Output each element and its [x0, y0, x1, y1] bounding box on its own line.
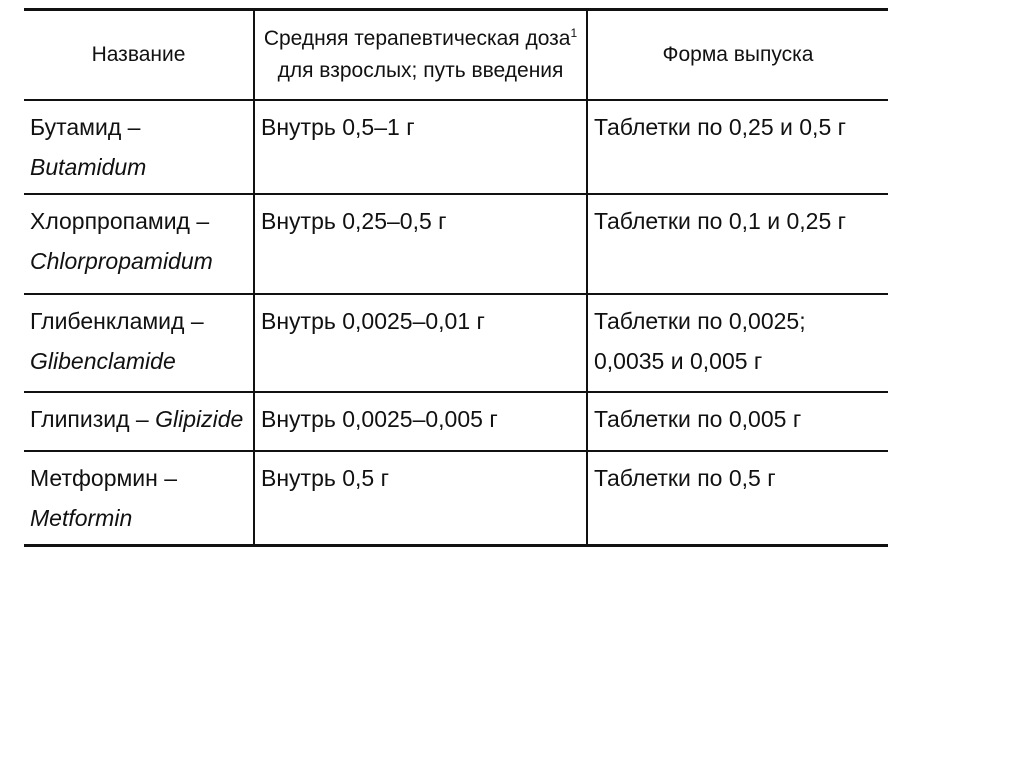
drug-name-cell [24, 100, 254, 194]
table-header [24, 10, 888, 101]
drug-name-latin: Chlorpropamidum [30, 248, 213, 274]
drug-name-cell [24, 451, 254, 546]
dose-value: Внутрь 0,25–0,5 г [261, 208, 447, 234]
form-value: Таблетки по 0,5 г [594, 465, 776, 491]
form-value: Таблетки по 0,1 и 0,25 г [594, 208, 847, 234]
dose-value: Внутрь 0,0025–0,005 г [261, 406, 498, 432]
drug-name-cell [24, 392, 254, 451]
header-dose-label: Средняя терапевтическая доза [263, 27, 571, 50]
table-row [24, 100, 888, 194]
drug-name-ru: Глипизид – [30, 406, 149, 432]
header-dose [254, 10, 587, 101]
drug-name-ru: Хлорпропамид – [30, 208, 210, 234]
header-form [587, 10, 888, 101]
table-row [24, 392, 888, 451]
dose-footnote-marker: 1 [570, 26, 578, 40]
drug-name-ru: Глибенкламид – [30, 308, 204, 334]
drug-name-latin: Metformin [30, 505, 133, 531]
header-dose-label-line2: для взрослых; путь введения [277, 59, 564, 82]
form-cell [587, 194, 888, 294]
drug-name-ru: Метформин – [30, 465, 178, 491]
form-cell [587, 451, 888, 546]
header-name-label: Название [91, 43, 186, 66]
drug-name-cell [24, 294, 254, 392]
dose-cell [254, 451, 587, 546]
dose-value: Внутрь 0,5–1 г [261, 114, 415, 140]
dose-cell [254, 194, 587, 294]
header-name [24, 10, 254, 101]
drug-name-latin: Butamidum [30, 154, 147, 180]
table-body [24, 100, 888, 546]
drug-name-ru: Бутамид – [30, 114, 141, 140]
form-cell [587, 100, 888, 194]
table-row [24, 194, 888, 294]
dose-value: Внутрь 0,5 г [261, 465, 389, 491]
form-cell [587, 392, 888, 451]
form-value: Таблетки по 0,0025; 0,0035 и 0,005 г [594, 308, 806, 374]
form-value: Таблетки по 0,25 и 0,5 г [594, 114, 847, 140]
header-row [24, 10, 888, 101]
dose-value: Внутрь 0,0025–0,01 г [261, 308, 485, 334]
dose-cell [254, 100, 587, 194]
table-row [24, 294, 888, 392]
drug-name-cell [24, 194, 254, 294]
drug-name-latin: Glipizide [155, 406, 244, 432]
form-value: Таблетки по 0,005 г [594, 406, 802, 432]
dose-cell [254, 392, 587, 451]
drug-name-latin: Glibenclamide [30, 348, 176, 374]
header-form-label: Форма выпуска [662, 43, 814, 66]
table-row [24, 451, 888, 546]
drug-table [24, 8, 888, 547]
form-cell [587, 294, 888, 392]
dose-cell [254, 294, 587, 392]
